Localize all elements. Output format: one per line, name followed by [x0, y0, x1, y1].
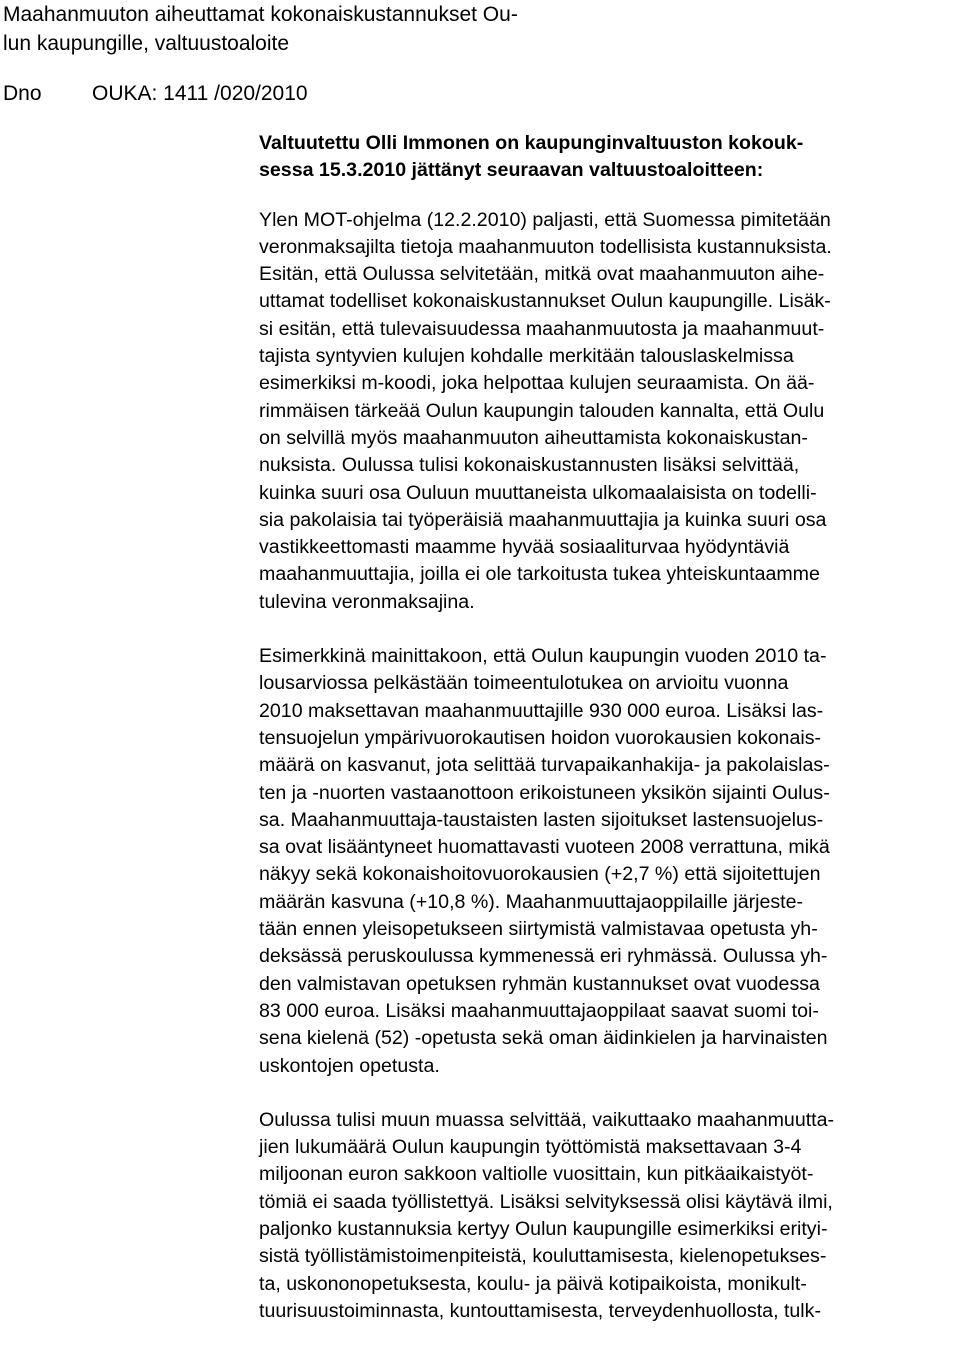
title-line: Maahanmuuton aiheuttamat kokonaiskustannukset Ou-: [3, 3, 518, 26]
title-line: lun kaupungille, valtuustoaloite: [3, 32, 290, 55]
paragraph-line: ta, uskononopetuksesta, koulu- ja päivä kotipaikoista, monikult-: [259, 1272, 807, 1295]
paragraph-line: tajista syntyvien kulujen kohdalle merkitään talouslaskelmissa: [259, 345, 794, 368]
paragraph-line: määrän kasvuna (+10,8 %). Maahanmuuttajaoppilaille järjeste-: [259, 890, 804, 913]
initiative-intro: [259, 130, 959, 185]
intro-line: sessa 15.3.2010 jättänyt seuraavan valtuustoaloitteen:: [259, 159, 764, 182]
record-number: [3, 79, 308, 108]
paragraph-line: tömiä ei saada työllistettyä. Lisäksi selvityksessä olisi käytävä ilmi,: [259, 1190, 833, 1213]
document-title: [3, 0, 623, 58]
paragraph-line: si esitän, että tulevaisuudessa maahanmuutosta ja maahanmuut-: [259, 317, 825, 340]
paragraph-line: tään ennen yleisopetukseen siirtymistä valmistavaa opetusta yh-: [259, 918, 818, 941]
paragraph-line: sa ovat lisääntyneet huomattavasti vuoteen 2008 verrattuna, mikä: [259, 836, 830, 859]
body-paragraph: [259, 1107, 959, 1325]
record-number-value: OUKA: 1411 /020/2010: [92, 82, 308, 105]
paragraph-line: Oulussa tulisi muun muassa selvittää, vaikuttaako maahanmuutta-: [259, 1108, 835, 1131]
paragraphs: [259, 207, 959, 1326]
paragraph-line: tulevina veronmaksajina.: [259, 590, 475, 613]
paragraph-line: tensuojelun ympärivuorokautisen hoidon vuorokausien kokonais-: [259, 726, 822, 749]
body-paragraph: [259, 207, 959, 616]
paragraph-line: tuurisuustoiminnasta, kuntouttamisesta, terveydenhuollosta, tulk-: [259, 1299, 821, 1322]
paragraph-line: rimmäisen tärkeää Oulun kaupungin talouden kannalta, että Oulu: [259, 399, 825, 422]
paragraph-line: miljoonan euron sakkoon valtiolle vuosittain, kun pitkäaikaistyöt-: [259, 1163, 814, 1186]
paragraph-line: veronmaksajilta tietoja maahanmuuton todellisista kustannuksista.: [259, 235, 832, 258]
paragraph-line: sena kielenä (52) -opetusta sekä oman äidinkielen ja harvinaisten: [259, 1027, 828, 1050]
body-paragraph: [259, 643, 959, 1080]
paragraph-line: 2010 maksettavan maahanmuuttajille 930 000 euroa. Lisäksi las-: [259, 699, 824, 722]
paragraph-line: nuksista. Oulussa tulisi kokonaiskustannusten lisäksi selvittää,: [259, 454, 800, 477]
paragraph-line: jien lukumäärä Oulun kaupungin työttömistä maksettavaan 3-4: [259, 1136, 802, 1159]
paragraph-line: 83 000 euroa. Lisäksi maahanmuuttajaoppilaat saavat suomi toi-: [259, 999, 819, 1022]
paragraph-line: vastikkeettomasti maamme hyvää sosiaaliturvaa hyödyntäviä: [259, 536, 790, 559]
intro-line: Valtuutettu Olli Immonen on kaupunginvaltuuston kokouk-: [259, 132, 804, 154]
paragraph-line: kuinka suuri osa Ouluun muuttaneista ulkomaalaisista on todelli-: [259, 481, 817, 504]
paragraph-line: Ylen MOT-ohjelma (12.2.2010) paljasti, että Suomessa pimitetään: [259, 208, 831, 231]
paragraph-line: Esimerkkinä mainittakoon, että Oulun kaupungin vuoden 2010 ta-: [259, 645, 827, 668]
paragraph-line: sa. Maahanmuuttaja-taustaisten lasten sijoitukset lastensuojelus-: [259, 808, 824, 831]
paragraph-line: ten ja -nuorten vastaanottoon erikoistuneen yksikön sijainti Oulus-: [259, 781, 830, 804]
paragraph-line: uttamat todelliset kokonaiskustannukset Oulun kaupungille. Lisäk-: [259, 290, 831, 313]
paragraph-line: paljonko kustannuksia kertyy Oulun kaupungille esimerkiksi erityi-: [259, 1217, 828, 1240]
paragraph-line: lousarviossa pelkästään toimeentulotukea on arvioitu vuonna: [259, 672, 789, 695]
paragraph-line: sistä työllistämistoimenpiteistä, kouluttamisesta, kielenopetukses-: [259, 1245, 827, 1268]
paragraph-line: sia pakolaisia tai työperäisiä maahanmuuttajia ja kuinka suuri osa: [259, 508, 827, 531]
paragraph-line: uskontojen opetusta.: [259, 1054, 440, 1077]
record-number-label: Dno: [3, 82, 42, 105]
paragraph-line: den valmistavan opetuksen ryhmän kustannukset ovat vuodessa: [259, 972, 820, 995]
paragraph-line: deksässä peruskoulussa kymmenessä eri ryhmässä. Oulussa yh-: [259, 945, 828, 968]
paragraph-line: maahanmuuttajia, joilla ei ole tarkoitusta tukea yhteiskuntaamme: [259, 563, 820, 586]
paragraph-line: esimerkiksi m-koodi, joka helpottaa kulujen seuraamista. On ää-: [259, 372, 815, 395]
document-body: [259, 130, 959, 1352]
paragraph-line: määrä on kasvanut, jota selittää turvapaikanhakija- ja pakolaislas-: [259, 754, 830, 777]
paragraph-line: näkyy sekä kokonaishoitovuorokausien (+2,7 %) että sijoitettujen: [259, 863, 821, 886]
paragraph-line: Esitän, että Oulussa selvitetään, mitkä ovat maahanmuuton aihe-: [259, 263, 825, 286]
paragraph-line: on selvillä myös maahanmuuton aiheuttamista kokonaiskustan-: [259, 426, 808, 449]
